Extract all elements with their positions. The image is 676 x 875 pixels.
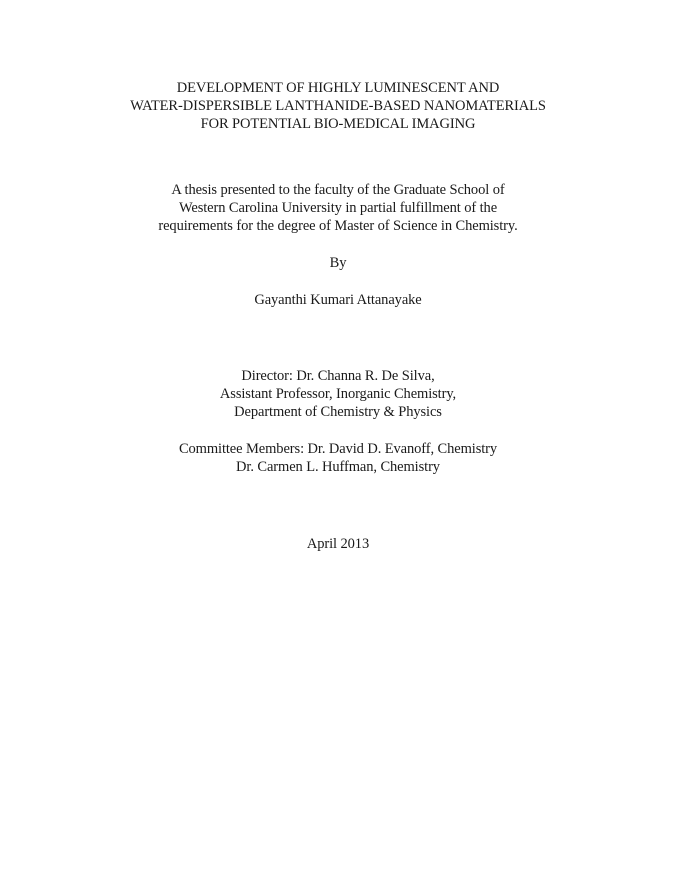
submission-date-text: April 2013: [306, 536, 370, 552]
thesis-statement-line-1: A thesis presented to the faculty of the Graduate School of: [171, 182, 505, 198]
thesis-statement-line-3: requirements for the degree of Master of Science in Chemistry.: [158, 218, 518, 234]
thesis-title-line-3: FOR POTENTIAL BIO-MEDICAL IMAGING: [200, 116, 476, 132]
director-info: [0, 367, 676, 421]
thesis-title-line-1: DEVELOPMENT OF HIGHLY LUMINESCENT AND: [176, 80, 500, 96]
director-line-1: Director: Dr. Channa R. De Silva,: [241, 368, 435, 384]
thesis-statement: [0, 181, 676, 235]
submission-date: [0, 535, 676, 553]
director-line-3: Department of Chemistry & Physics: [234, 404, 442, 420]
by-text: By: [329, 255, 347, 271]
director-line-2: Assistant Professor, Inorganic Chemistry,: [219, 386, 457, 402]
by-label: [0, 254, 676, 272]
thesis-title-line-2: WATER-DISPERSIBLE LANTHANIDE-BASED NANOMATERIALS: [130, 98, 546, 114]
thesis-statement-line-2: Western Carolina University in partial fulfillment of the: [178, 200, 498, 216]
author-name: [0, 291, 676, 309]
author-name-text: Gayanthi Kumari Attanayake: [254, 292, 422, 308]
thesis-title: [0, 79, 676, 133]
committee-line-2: Dr. Carmen L. Huffman, Chemistry: [236, 459, 440, 475]
committee-line-1: Committee Members: Dr. David D. Evanoff, Chemistry: [178, 441, 498, 457]
committee-members: [0, 440, 676, 476]
